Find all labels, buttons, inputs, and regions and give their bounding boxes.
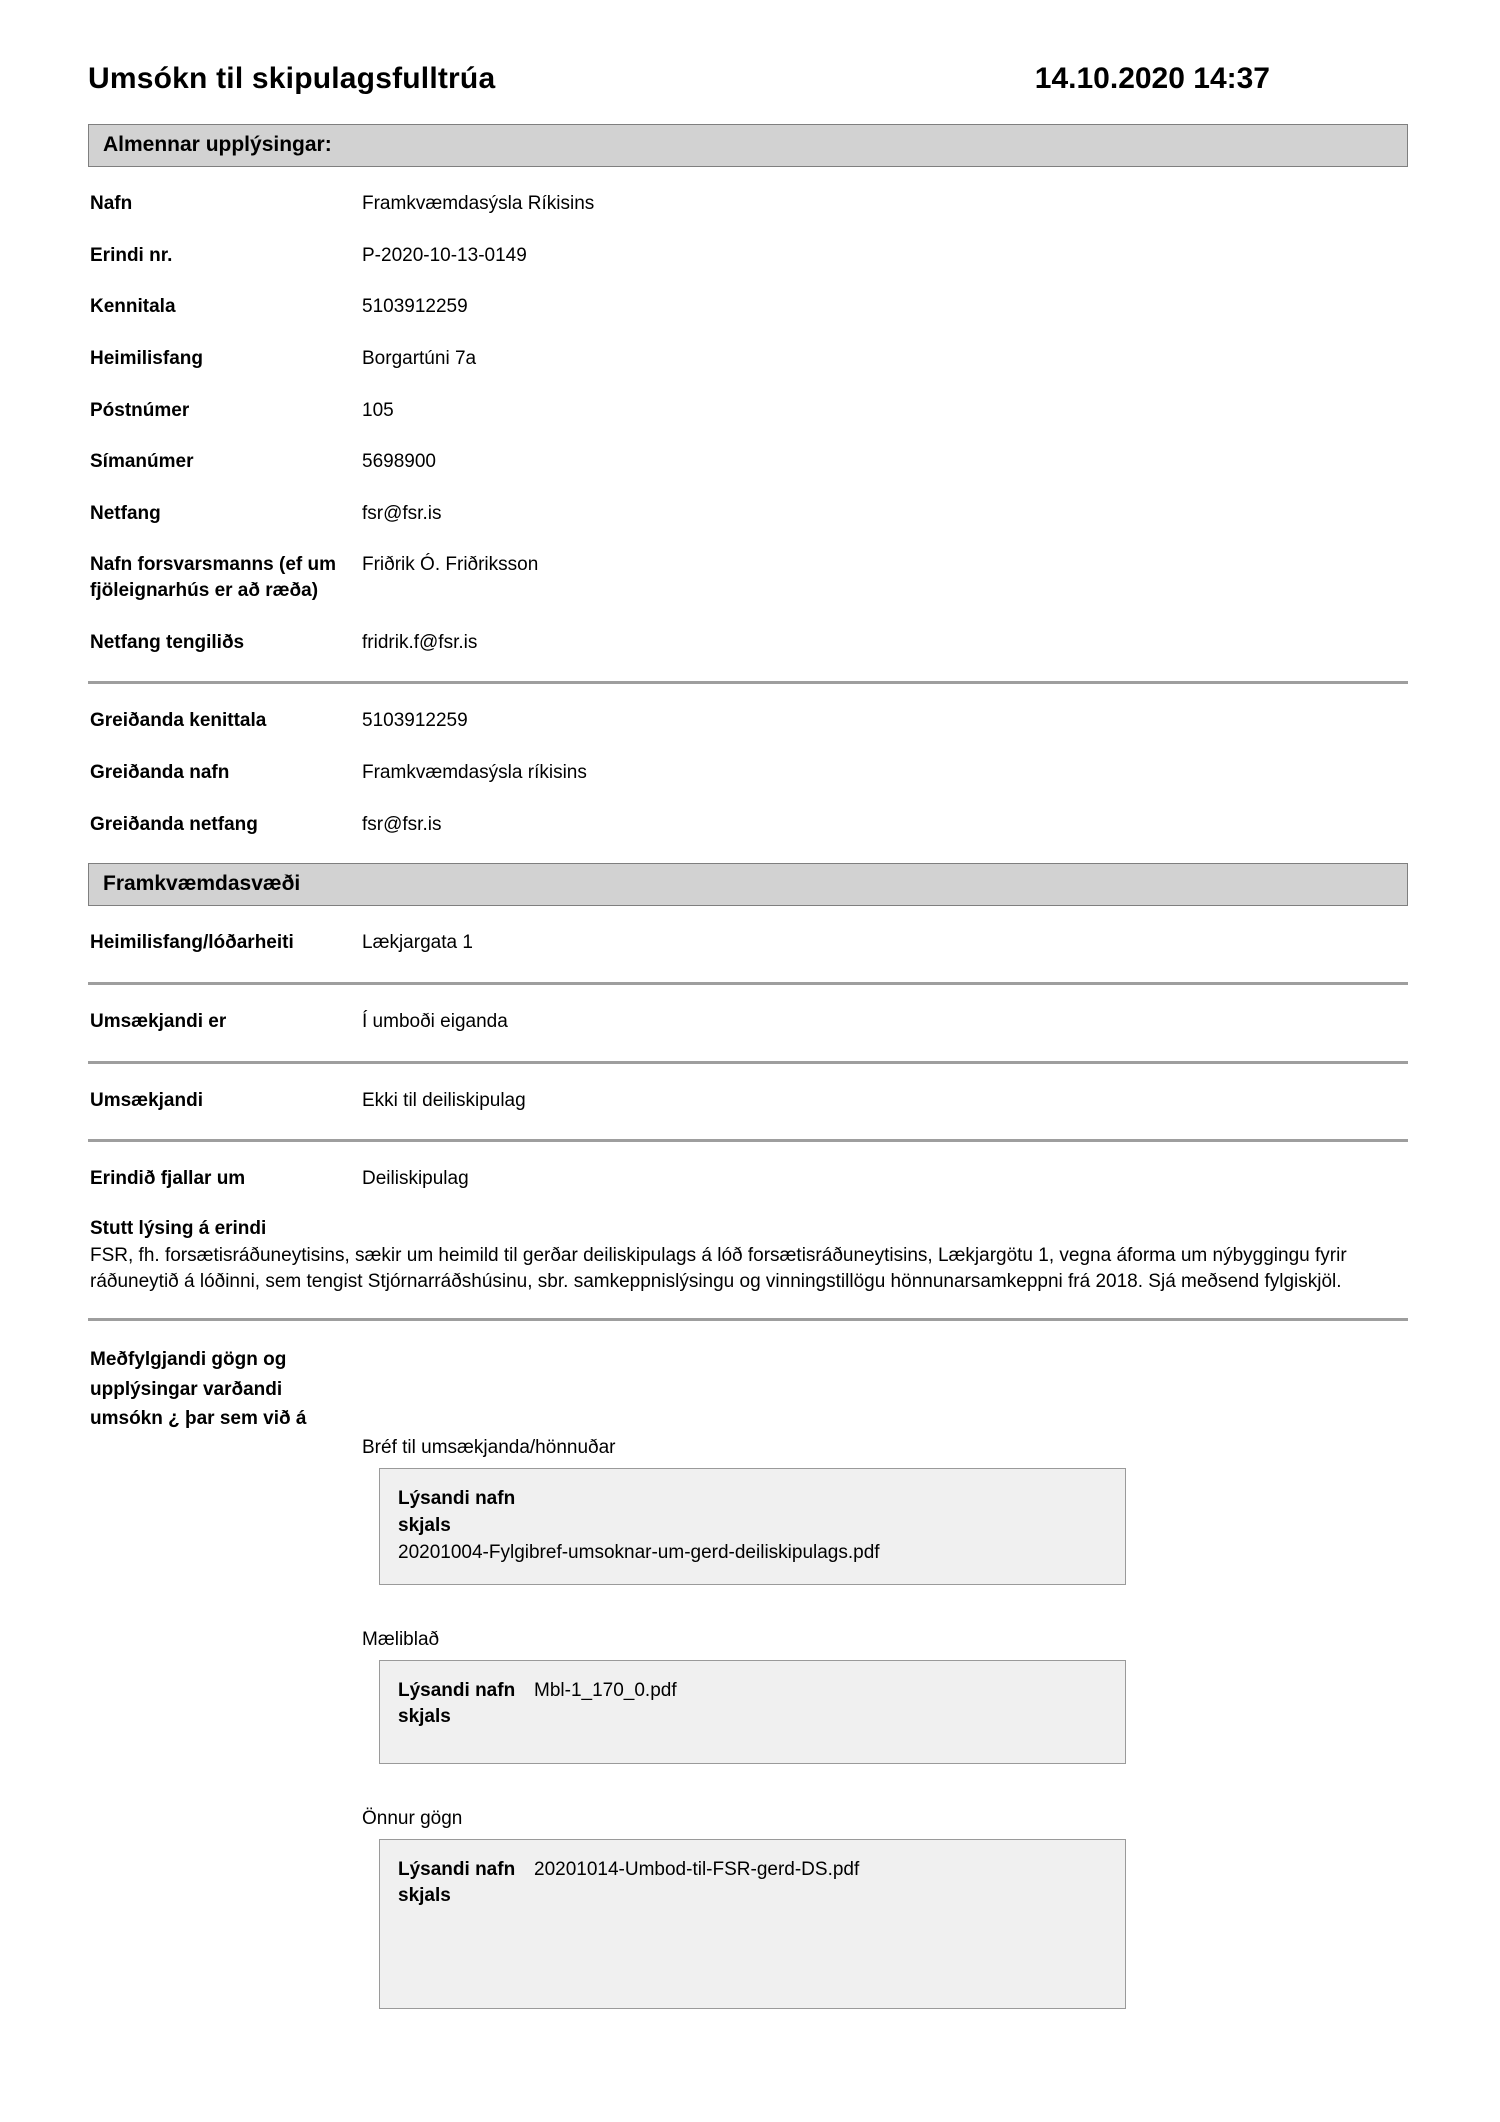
field-heimilisfang: [88, 346, 1408, 372]
field-label: Nafn forsvarsmanns (ef um fjöleignarhús er að ræða): [90, 554, 337, 602]
section-heading-area: [88, 863, 1408, 906]
file-label: Lýsandi nafn skjals: [398, 1858, 516, 1907]
field-nafn-forsvarsmanns: [88, 552, 1408, 603]
field-label: Netfang tengiliðs: [90, 631, 245, 653]
field-label: Umsækjandi: [90, 1089, 203, 1111]
attachment-group-title-maeliblad: Mæliblað: [362, 1628, 440, 1650]
field-greidanda-kenittala: [88, 708, 1408, 734]
field-value: Borgartúni 7a: [362, 347, 477, 369]
field-value: fsr@fsr.is: [362, 813, 442, 835]
field-value: Í umboði eiganda: [362, 1010, 508, 1032]
field-simanumer: [88, 449, 1408, 475]
attachment-card-maeliblad: [379, 1660, 1126, 1764]
file-label: Lýsandi nafn skjals: [398, 1679, 516, 1728]
field-value: Deiliskipulag: [362, 1168, 469, 1190]
attachment-card-bref: [379, 1468, 1126, 1585]
field-label: Umsækjandi er: [90, 1010, 227, 1032]
field-umsaekjandi: [88, 1088, 1408, 1114]
field-label: Póstnúmer: [90, 399, 190, 421]
field-label: Greiðanda kenittala: [90, 710, 267, 732]
field-value: 5103912259: [362, 296, 468, 318]
attachments-content: [362, 1345, 1408, 2009]
field-label: Nafn: [90, 193, 133, 214]
document-header: [88, 62, 1408, 96]
attachments-section: [88, 1345, 1408, 2009]
field-label: Kennitala: [90, 296, 176, 318]
field-value: Friðrik Ó. Friðriksson: [362, 554, 539, 576]
field-nafn: [88, 191, 1408, 217]
field-value: fsr@fsr.is: [362, 502, 442, 524]
section-heading-general: [88, 124, 1408, 167]
file-name: 20201004-Fylgibref-umsoknar-um-gerd-deiliskipulags.pdf: [398, 1542, 880, 1564]
divider: [88, 681, 1408, 684]
field-label: Símanúmer: [90, 451, 194, 473]
description-text: FSR, fh. forsætisráðuneytisins, sækir um heimild til gerðar deiliskipulags á lóð forsætisráðuneytisins, Lækjargötu 1, vegna áforma um nýbyggingu fyrir ráðuneytið á lóðinni, sem tengist Stjórnarráðshúsinu, sbr. samkeppnislýsingu og vinningstillögu hönnunarsamkeppni frá 2018. Sjá meðsend fylgiskjöl.: [90, 1244, 1347, 1293]
field-lodarheiti: [88, 930, 1408, 956]
field-value: Framkvæmdasýsla Ríkisins: [362, 193, 595, 214]
field-label: Greiðanda nafn: [90, 762, 230, 784]
field-label: Netfang: [90, 502, 161, 524]
attachment-group-title-bref: Bréf til umsækjanda/hönnuðar: [362, 1437, 616, 1459]
field-greidanda-netfang: [88, 812, 1408, 838]
field-value: Framkvæmdasýsla ríkisins: [362, 762, 587, 784]
divider: [88, 982, 1408, 985]
field-postnumer: [88, 398, 1408, 424]
file-name: 20201014-Umbod-til-FSR-gerd-DS.pdf: [534, 1858, 860, 1880]
field-erindi-nr: [88, 243, 1408, 269]
file-name: Mbl-1_170_0.pdf: [534, 1679, 677, 1701]
field-value: 5698900: [362, 451, 436, 473]
page-title: Umsókn til skipulagsfulltrúa: [88, 62, 496, 95]
field-label: Heimilisfang: [90, 347, 203, 369]
field-value: Ekki til deiliskipulag: [362, 1089, 526, 1111]
section-heading-general-label: Almennar upplýsingar:: [103, 133, 332, 156]
divider: [88, 1318, 1408, 1321]
field-label: Erindið fjallar um: [90, 1168, 246, 1190]
attachment-card-onnur-gogn: [379, 1839, 1126, 2009]
divider: [88, 1061, 1408, 1064]
field-value: 5103912259: [362, 710, 468, 732]
document-datetime: 14.10.2020 14:37: [1034, 62, 1270, 95]
field-value: Lækjargata 1: [362, 932, 473, 954]
description-block: [88, 1218, 1408, 1296]
field-value: 105: [362, 399, 394, 421]
attachments-label: Meðfylgjandi gögn og upplýsingar varðandi umsókn ¿ þar sem við á: [90, 1349, 307, 1429]
section-heading-area-label: Framkvæmdasvæði: [103, 872, 301, 896]
field-kennitala: [88, 294, 1408, 320]
field-netfang-tengilids: [88, 630, 1408, 656]
field-greidanda-nafn: [88, 760, 1408, 786]
description-label: Stutt lýsing á erindi: [90, 1217, 267, 1239]
field-value: fridrik.f@fsr.is: [362, 631, 478, 653]
field-netfang: [88, 501, 1408, 527]
field-label: Erindi nr.: [90, 244, 173, 266]
field-label: Heimilisfang/lóðarheiti: [90, 932, 294, 954]
divider: [88, 1139, 1408, 1142]
file-label: Lýsandi nafn skjals: [398, 1488, 516, 1536]
attachment-group-title-onnur-gogn: Önnur gögn: [362, 1807, 463, 1829]
field-erindid-fjallar-um: [88, 1166, 1408, 1192]
field-label: Greiðanda netfang: [90, 813, 258, 835]
field-value: P-2020-10-13-0149: [362, 244, 527, 266]
field-umsaekjandi-er: [88, 1009, 1408, 1035]
